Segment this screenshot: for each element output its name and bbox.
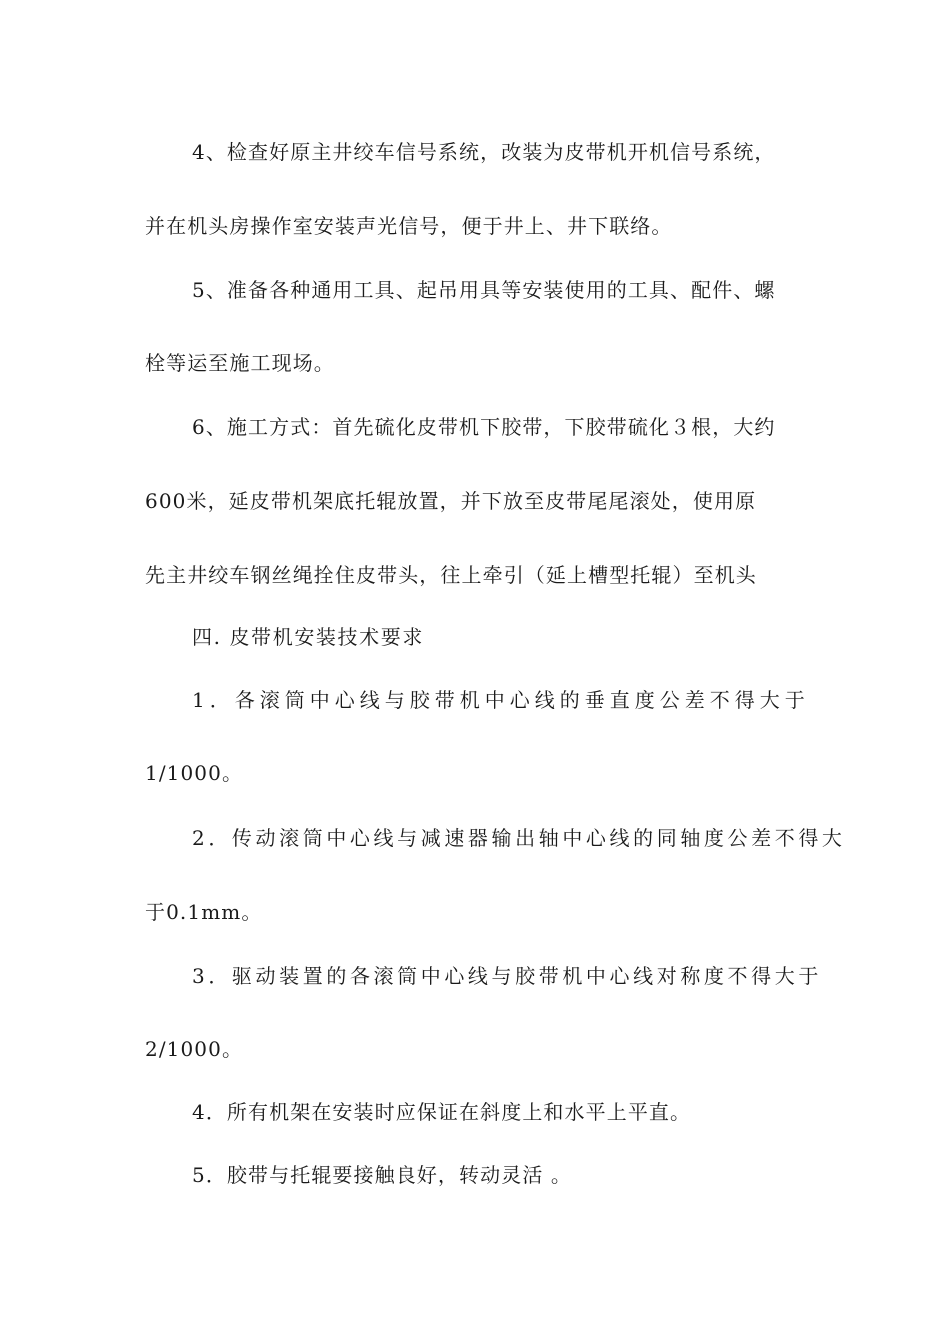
requirement-1-part2: 1/1000。	[145, 761, 244, 785]
paragraph-line-item6-part3: 先主井绞车钢丝绳拴住皮带头，往上牵引（延上槽型托辊）至机头	[145, 563, 757, 587]
requirement-4: 4．所有机架在安装时应保证在斜度上和水平上平直。	[192, 1100, 692, 1124]
paragraph-line-item6-part1: 6、施工方式：首先硫化皮带机下胶带，下胶带硫化３根，大约	[192, 415, 776, 439]
requirement-3-part1: 3．驱动装置的各滚筒中心线与胶带机中心线对称度不得大于	[192, 964, 822, 988]
paragraph-line-item5-part2: 栓等运至施工现场。	[145, 351, 335, 375]
requirement-2-part2: 于0.1mm。	[145, 900, 263, 924]
paragraph-line-item4-part1: 4、检查好原主井绞车信号系统，改装为皮带机开机信号系统，	[192, 140, 776, 164]
section-heading: 四. 皮带机安装技术要求	[192, 625, 424, 649]
paragraph-line-item4-part2: 并在机头房操作室安装声光信号，便于井上、井下联络。	[145, 214, 673, 238]
paragraph-line-item6-part2: 600米，延皮带机架底托辊放置，并下放至皮带尾尾滚处，使用原	[145, 489, 757, 513]
requirement-2-part1: 2．传动滚筒中心线与减速器输出轴中心线的同轴度公差不得大	[192, 826, 846, 850]
paragraph-line-item5-part1: 5、准备各种通用工具、起吊用具等安装使用的工具、配件、螺	[192, 278, 776, 302]
requirement-5: 5．胶带与托辊要接触良好，转动灵活 。	[192, 1163, 572, 1187]
requirement-3-part2: 2/1000。	[145, 1037, 244, 1061]
requirement-1-part1: 1．各滚筒中心线与胶带机中心线的垂直度公差不得大于	[192, 688, 810, 712]
